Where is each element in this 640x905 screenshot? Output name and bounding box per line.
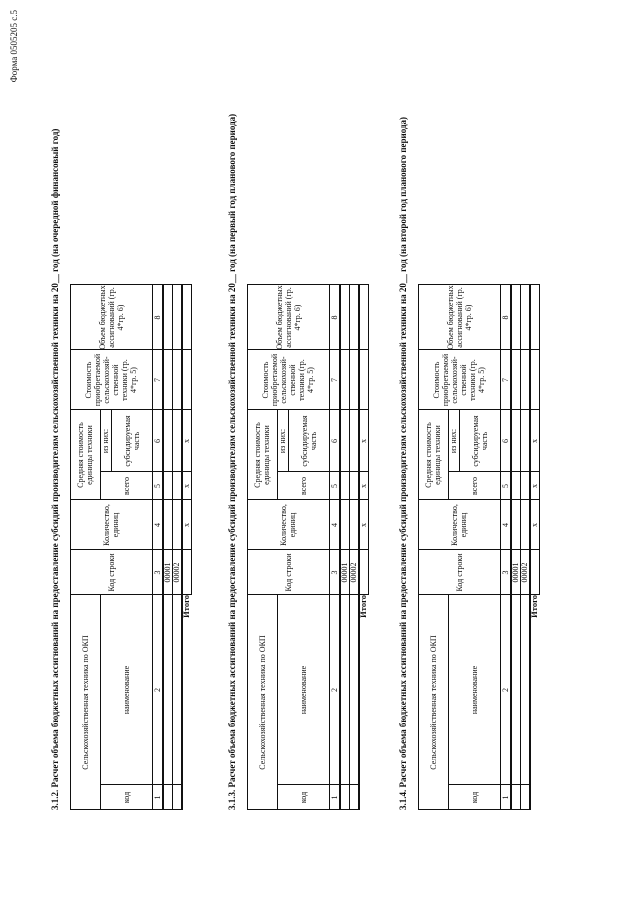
column-number: 7 [329,378,339,382]
header-avg-cost: Средняя стоимость единицы техники [253,422,271,488]
header-tech-group: Сельскохозяйственная техника по ОКП [257,635,267,770]
column-number: 5 [152,484,162,488]
header-avg-cost: Средняя стоимость единицы техники [424,422,442,488]
header-kod: код [121,791,131,804]
row-code: 00001 [510,562,520,583]
total-label: Итого [180,595,191,618]
header-row-code: Код строки [283,553,293,592]
total-label: Итого [357,595,368,618]
header-quantity: Количество, единиц [102,504,120,546]
data-rows-box [339,285,341,810]
header-name: наименование [469,665,479,715]
header-tech-group: Сельскохозяйственная техника по ОКП [428,635,438,770]
section-title: 3.1.4. Расчет объема бюджетных ассигнований на предоставление субсидий производителям сельскохозяйственной техники на 20__ год (на второй год планового периода) [398,116,408,810]
x-mark: x [358,523,368,527]
header-budget-volume: Объем бюджетных ассигнований (гр. 4*гр. 6) [445,285,473,350]
column-number: 2 [500,688,510,692]
header-subsidized: субсидируемая часть [299,415,318,467]
x-mark: x [529,523,539,527]
header-total: всего [298,477,308,496]
header-name: наименование [121,665,131,715]
column-number: 8 [329,315,339,320]
header-row-code: Код строки [454,553,464,592]
data-rows-box [510,285,512,810]
header-subsidized: субсидируемая часть [122,415,141,467]
header-purchase-cost: Стоимость приобретаемой сельскохозяйственной техники (гр. 4*гр. 5) [261,353,315,407]
row-code: 00001 [339,562,349,583]
x-mark: x [529,439,539,443]
column-number: 8 [500,315,510,320]
column-number: 4 [329,523,339,527]
column-number: 4 [152,523,162,527]
header-of-which: из них: [101,428,110,454]
header-total: всего [121,477,131,496]
column-number: 4 [500,523,510,527]
header-tech-group: Сельскохозяйственная техника по ОКП [80,635,90,770]
x-mark: x [181,523,191,527]
header-row-code: Код строки [106,553,116,592]
column-number: 6 [329,439,339,443]
data-rows-box [162,285,164,810]
column-number: 5 [329,484,339,488]
x-mark: x [529,484,539,488]
section-title: 3.1.3. Расчет объема бюджетных ассигнований на предоставление субсидий производителям сельскохозяйственной техники на 20__ год (на первый год планового периода) [227,113,237,810]
header-kod: код [298,791,308,804]
column-number: 8 [152,315,162,320]
table-rule [349,285,350,810]
table-rule [520,285,521,810]
column-number: 5 [500,484,510,488]
header-of-which: из них: [449,428,458,454]
header-quantity: Количество, единиц [450,504,468,546]
table-rule [172,285,173,810]
column-number: 2 [329,688,339,692]
row-code: 00002 [520,562,529,583]
section-title: 3.1.2. Расчет объема бюджетных ассигнований на предоставление субсидий производителям сельскохозяйственной техники на 20__ год (на очередной финансовый год) [50,128,60,810]
header-budget-volume: Объем бюджетных ассигнований (гр. 4*гр. 6) [97,285,125,350]
header-kod: код [469,791,479,804]
header-subsidized: субсидируемая часть [470,415,489,467]
x-mark: x [358,439,368,443]
row-code: 00002 [172,562,181,583]
column-number: 2 [152,688,162,692]
column-number: 3 [329,570,339,575]
column-number: 1 [500,795,510,800]
x-mark: x [181,439,191,443]
total-label: Итого [528,595,539,618]
x-mark: x [181,484,191,488]
column-number: 6 [152,439,162,443]
header-quantity: Количество, единиц [279,504,297,546]
column-number: 7 [500,378,510,382]
column-number: 3 [152,570,162,575]
header-purchase-cost: Стоимость приобретаемой сельскохозяйственной техники (гр. 4*гр. 5) [84,353,138,407]
header-of-which: из них: [278,428,287,454]
column-number: 1 [329,795,339,800]
header-avg-cost: Средняя стоимость единицы техники [76,422,94,488]
form-code: Форма 0505205 с.5 [9,10,19,83]
x-mark: x [358,484,368,488]
header-purchase-cost: Стоимость приобретаемой сельскохозяйственной техники (гр. 4*гр. 5) [432,353,486,407]
column-number: 3 [500,570,510,575]
row-code: 00001 [162,562,172,583]
header-name: наименование [298,665,308,715]
header-budget-volume: Объем бюджетных ассигнований (гр. 4*гр. 6) [274,285,302,350]
column-number: 7 [152,378,162,382]
row-code: 00002 [349,562,358,583]
header-total: всего [469,477,479,496]
column-number: 1 [152,795,162,800]
column-number: 6 [500,439,510,443]
